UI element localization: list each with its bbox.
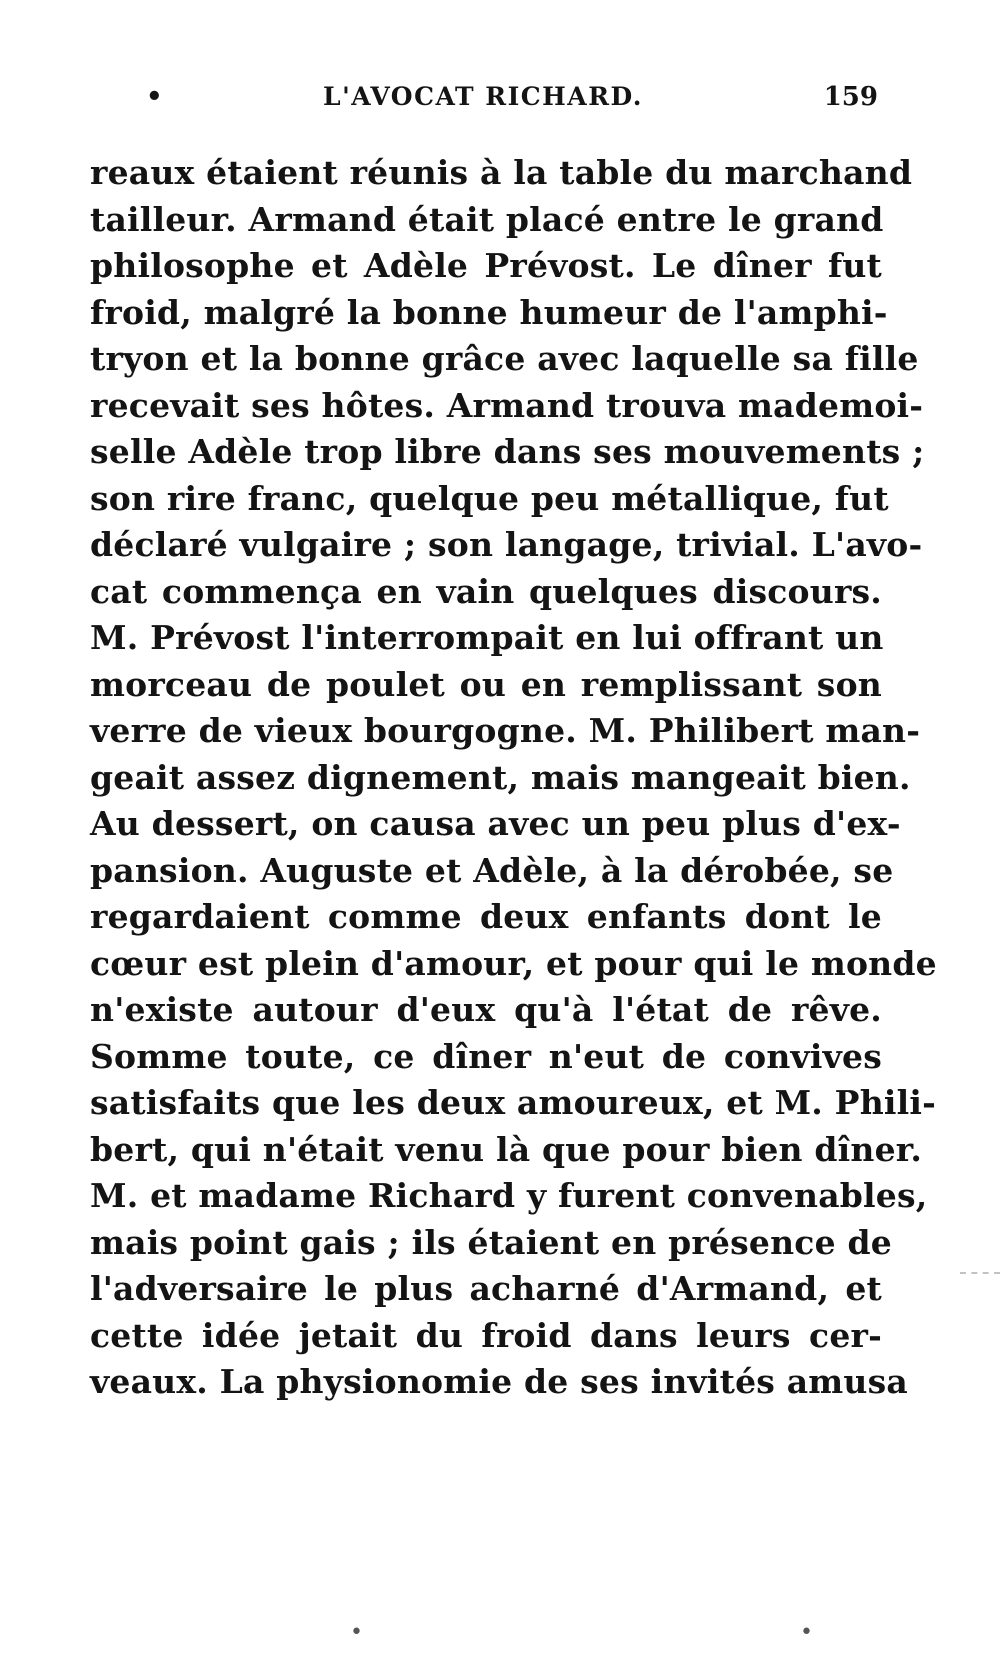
text-line: regardaient comme deux enfants dont le [90, 897, 882, 936]
footer-mark-left: • [350, 1620, 363, 1645]
text-line: tryon et la bonne grâce avec laquelle sa fille [90, 339, 919, 378]
text-line: philosophe et Adèle Prévost. Le dîner fut [90, 246, 882, 285]
text-line: Au dessert, on causa avec un peu plus d'ex- [90, 804, 901, 843]
page-number: 159 [823, 82, 878, 112]
text-line: cat commença en vain quelques discours. [90, 571, 882, 611]
text-line: cœur est plein d'amour, et pour qui le monde [90, 943, 937, 983]
running-head-dot: • [146, 82, 163, 112]
text-line: recevait ses hôtes. Armand trouva mademoi- [90, 385, 924, 425]
margin-mark [960, 1272, 1000, 1274]
text-line: geait assez dignement, mais mangeait bien. [90, 757, 911, 797]
text-line: satisfaits que les deux amoureux, et M. Phili- [90, 1083, 936, 1122]
body-text [90, 150, 937, 1406]
running-head [88, 78, 878, 118]
text-line: tailleur. Armand était placé entre le grand [90, 199, 884, 239]
footer-mark-right: • [800, 1620, 813, 1645]
text-line: Somme toute, ce dîner n'eut de convives [90, 1036, 882, 1076]
text-line: M. Prévost l'interrompait en lui offrant un [90, 618, 884, 657]
text-line: l'adversaire le plus acharné d'Armand, et [90, 1269, 882, 1308]
text-line: morceau de poulet ou en remplissant son [90, 664, 882, 704]
text-line: M. et madame Richard y furent convenables, [90, 1176, 928, 1215]
text-line: pansion. Auguste et Adèle, à la dérobée, se [90, 850, 894, 890]
text-line: n'existe autour d'eux qu'à l'état de rêve. [90, 990, 882, 1029]
text-line: déclaré vulgaire ; son langage, trivial. L'avo- [90, 525, 923, 564]
text-line: mais point gais ; ils étaient en présence de [90, 1222, 892, 1262]
text-line: cette idée jetait du froid dans leurs cer- [90, 1315, 882, 1355]
text-line: son rire franc, quelque peu métallique, fut [90, 478, 889, 518]
text-line: reaux étaient réunis à la table du marchand [90, 153, 913, 192]
text-line: selle Adèle trop libre dans ses mouvements ; [90, 432, 925, 471]
text-line: verre de vieux bourgogne. M. Philibert man- [90, 711, 921, 750]
text-line: veaux. La physionomie de ses invités amusa [90, 1362, 908, 1401]
text-line: froid, malgré la bonne humeur de l'amphi- [90, 292, 888, 332]
text-line: bert, qui n'était venu là que pour bien dîner. [90, 1129, 923, 1169]
running-head-title: L'AVOCAT RICHARD. [323, 82, 643, 111]
